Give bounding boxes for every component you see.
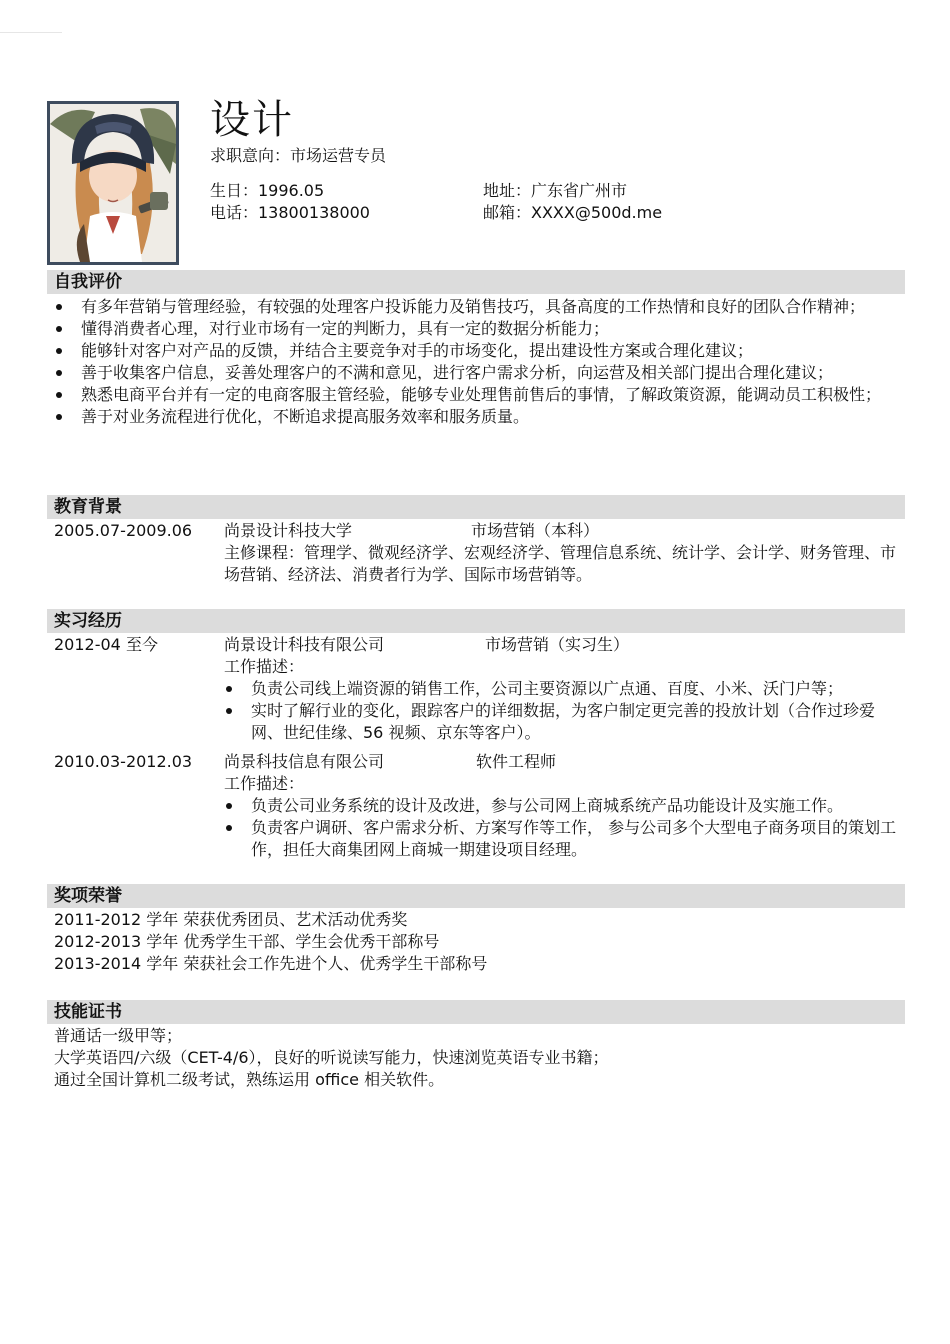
bullet-icon <box>226 803 232 809</box>
skill-item: 普通话一级甲等； <box>54 1026 183 1045</box>
job-duties-list <box>224 678 899 744</box>
list-item: 负责公司业务系统的设计及改进，参与公司网上商城系统产品功能设计及实施工作。 <box>224 795 899 817</box>
list-item: 善于收集客户信息，妥善处理客户的不满和意见，进行客户需求分析，向运营及相关部门提出合理化建议； <box>54 362 899 384</box>
skills-list <box>54 1025 609 1091</box>
list-item: 负责客户调研、客户需求分析、方案写作等工作， 参与公司多个大型电子商务项目的策划工作，担任大商集团网上商城一期建设项目经理。 <box>224 817 899 861</box>
education-school: 尚景设计科技大学 <box>224 521 353 540</box>
section-self-evaluation-header <box>47 270 905 294</box>
award-item: 2011-2012 学年 荣获优秀团员、艺术活动优秀奖 <box>54 910 408 929</box>
bullet-icon <box>226 686 232 692</box>
self-evaluation-list <box>54 296 899 428</box>
education-major: 市场营销（本科） <box>471 521 600 540</box>
bullet-icon <box>56 304 62 310</box>
section-skills-header <box>47 1000 905 1024</box>
personal-info <box>210 180 770 224</box>
job-desc-label: 工作描述： <box>224 657 305 676</box>
job-company: 尚景设计科技有限公司 <box>224 635 385 654</box>
bullet-icon <box>56 326 62 332</box>
education-period: 2005.07-2009.06 <box>54 521 193 540</box>
bullet-icon <box>226 708 232 714</box>
job-company: 尚景科技信息有限公司 <box>224 752 385 771</box>
info-row <box>210 180 770 202</box>
bullet-icon <box>56 370 62 376</box>
job-intent: 求职意向：市场运营专员 <box>210 146 387 165</box>
job-role: 市场营销（实习生） <box>485 635 630 654</box>
job-role: 软件工程师 <box>476 752 557 771</box>
list-item: 有多年营销与管理经验，有较强的处理客户投诉能力及销售技巧，具备高度的工作热情和良好的团队合作精神； <box>54 296 899 318</box>
section-title: 奖项荣誉 <box>54 886 122 906</box>
info-row <box>210 202 770 224</box>
list-item: 能够针对客户对产品的反馈，并结合主要竞争对手的市场变化，提出建设性方案或合理化建议； <box>54 340 899 362</box>
skill-item: 大学英语四/六级（CET-4/6），良好的听说读写能力，快速浏览英语专业书籍； <box>54 1048 609 1067</box>
skill-item: 通过全国计算机二级考试，熟练运用 office 相关软件。 <box>54 1070 445 1089</box>
email: 邮箱：XXXX@500d.me <box>483 203 663 222</box>
bullet-icon <box>226 825 232 831</box>
list-item: 善于对业务流程进行优化，不断追求提高服务效率和服务质量。 <box>54 406 899 428</box>
awards-list <box>54 909 487 975</box>
candidate-name: 设计 <box>210 97 294 143</box>
phone: 电话：13800138000 <box>210 203 370 222</box>
list-item: 实时了解行业的变化，跟踪客户的详细数据，为客户制定更完善的投放计划（合作过珍爱网、世纪佳缘、56 视频、京东等客户）。 <box>224 700 899 744</box>
award-item: 2013-2014 学年 荣获社会工作先进个人、优秀学生干部称号 <box>54 954 488 973</box>
list-item: 熟悉电商平台并有一定的电商客服主管经验，能够专业处理售前售后的事情，了解政策资源，能调动员工积极性； <box>54 384 899 406</box>
list-item: 负责公司线上端资源的销售工作，公司主要资源以广点通、百度、小米、沃门户等； <box>224 678 899 700</box>
bullet-icon <box>56 392 62 398</box>
bullet-icon <box>56 348 62 354</box>
job-period: 2010.03-2012.03 <box>54 752 193 771</box>
section-title: 技能证书 <box>54 1002 122 1022</box>
birth-date: 生日：1996.05 <box>210 181 325 200</box>
bullet-icon <box>56 414 62 420</box>
section-title: 教育背景 <box>54 497 122 517</box>
education-courses: 主修课程：管理学、微观经济学、宏观经济学、管理信息系统、统计学、会计学、财务管理、市场营销、经济法、消费者行为学、国际市场营销等。 <box>224 543 897 584</box>
job-period: 2012-04 至今 <box>54 635 158 654</box>
job-duties-list <box>224 795 899 861</box>
section-education-header <box>47 495 905 519</box>
list-item: 懂得消费者心理，对行业市场有一定的判断力，具有一定的数据分析能力； <box>54 318 899 340</box>
profile-photo <box>47 101 179 265</box>
section-title: 实习经历 <box>54 611 122 631</box>
section-awards-header <box>47 884 905 908</box>
job-desc-label: 工作描述： <box>224 774 305 793</box>
page-corner-mark <box>0 32 62 33</box>
award-item: 2012-2013 学年 优秀学生干部、学生会优秀干部称号 <box>54 932 440 951</box>
address: 地址：广东省广州市 <box>483 181 628 200</box>
section-title: 自我评价 <box>54 272 122 292</box>
section-internship-header <box>47 609 905 633</box>
